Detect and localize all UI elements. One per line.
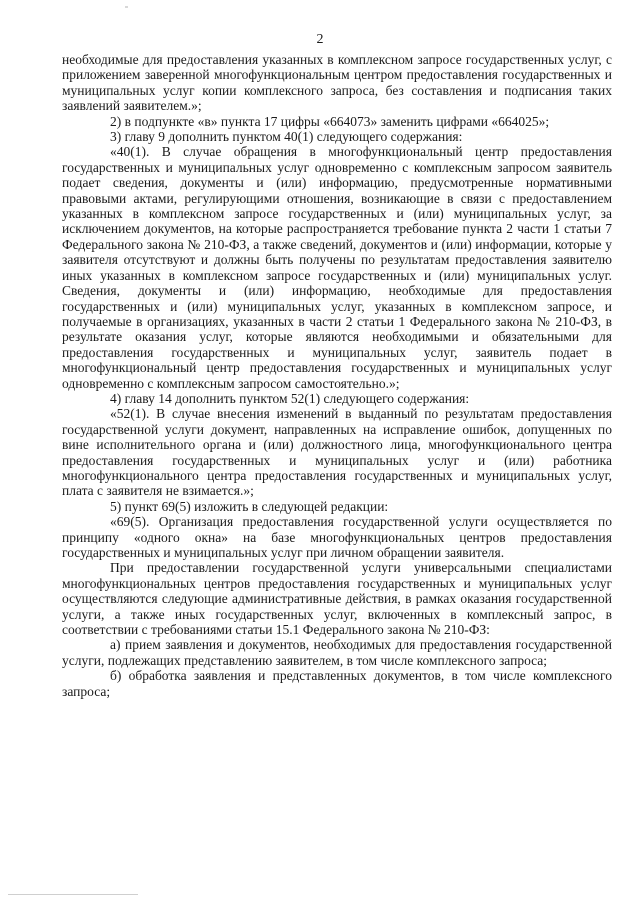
paragraph-subitem-b: б) обработка заявления и представленных документов, в том числе комплексного запроса; xyxy=(62,668,612,699)
paragraph-clause-69-5: «69(5). Организация предоставления государственной услуги осуществляется по принципу «одного окна» на базе многофункциональных центров предоставления государственных и муниципальных услуг при личном обращении заявителя. xyxy=(62,514,612,560)
paragraph-item-3: 3) главу 9 дополнить пунктом 40(1) следующего содержания: xyxy=(110,129,463,145)
paragraph-clause-52-1: «52(1). В случае внесения изменений в выданный по результатам предоставления государственной услуги документ, направленных на исправление ошибок, допущенных по вине исполнительного органа и (или) должностного лица, многофункционального центра предоставления государственных и муниципальных услуг и (или) работника многофункционального центра предоставления государственных и муниципальных услуг, плата с заявителя не взимается.»; xyxy=(62,406,612,499)
document-body xyxy=(62,52,612,699)
paragraph-subitem-a: а) прием заявления и документов, необходимых для предоставления государственной услуги, подлежащих представлению заявителем, в том числе комплексного запроса; xyxy=(62,637,612,668)
paragraph-clause-40-1: «40(1). В случае обращения в многофункциональный центр предоставления государственных и муниципальных услуг одновременно с комплексным запросом заявитель подает сведения, документы и (или) информацию, предусмотренные нормативными правовыми актами, регулирующими отношения, возникающие в связи с предоставлением указанных в комплексном запросе государственных и (или) муниципальных услуг, за исключением документов, на которые распространяется требование пункта 2 части 1 статьи 7 Федерального закона № 210-ФЗ, а также сведений, документов и (или) информации, которые у заявителя отсутствуют и должны быть получены по результатам предоставления заявителю иных указанных в комплексном запросе государственных и (или) муниципальных услуг. Сведения, документы и (или) информацию, необходимые для предоставления государственных и (или) муниципальных услуг, указанных в комплексном запросе, и получаемые в организациях, указанных в части 2 статьи 1 Федерального закона № 210-ФЗ, в результате оказания услуг, которые являются необходимыми и обязательными для предоставления государственных и муниципальных услуг, заявитель подает в многофункциональный центр предоставления государственных и муниципальных услуг одновременно с комплексным запросом самостоятельно.»; xyxy=(62,144,612,391)
paragraph-item-2: 2) в подпункте «в» пункта 17 цифры «664073» заменить цифрами «664025»; xyxy=(110,113,550,129)
paragraph-item-5: 5) пункт 69(5) изложить в следующей редакции: xyxy=(110,498,389,514)
page-number: 2 xyxy=(316,32,324,47)
scan-artifact xyxy=(125,6,128,8)
footer-rule xyxy=(8,894,138,895)
paragraph-item-4: 4) главу 14 дополнить пунктом 52(1) следующего содержания: xyxy=(110,390,470,406)
paragraph-continuation: необходимые для предоставления указанных в комплексном запросе государственных услуг, с приложением заверенной многофункциональным центром предоставления государственных и муниципальных услуг копии комплексного запроса, без составления и подписания таких заявлений заявителем.»; xyxy=(62,52,612,114)
paragraph-universal-specialists: При предоставлении государственной услуги универсальными специалистами многофункциональных центров предоставления государственных и муниципальных услуг осуществляются следующие административные действия, в рамках оказания государственной услуги, а также иных государственных услуг, включенных в комплексный запрос, в соответствии с требованиями статьи 15.1 Федерального закона № 210-ФЗ: xyxy=(62,560,612,638)
